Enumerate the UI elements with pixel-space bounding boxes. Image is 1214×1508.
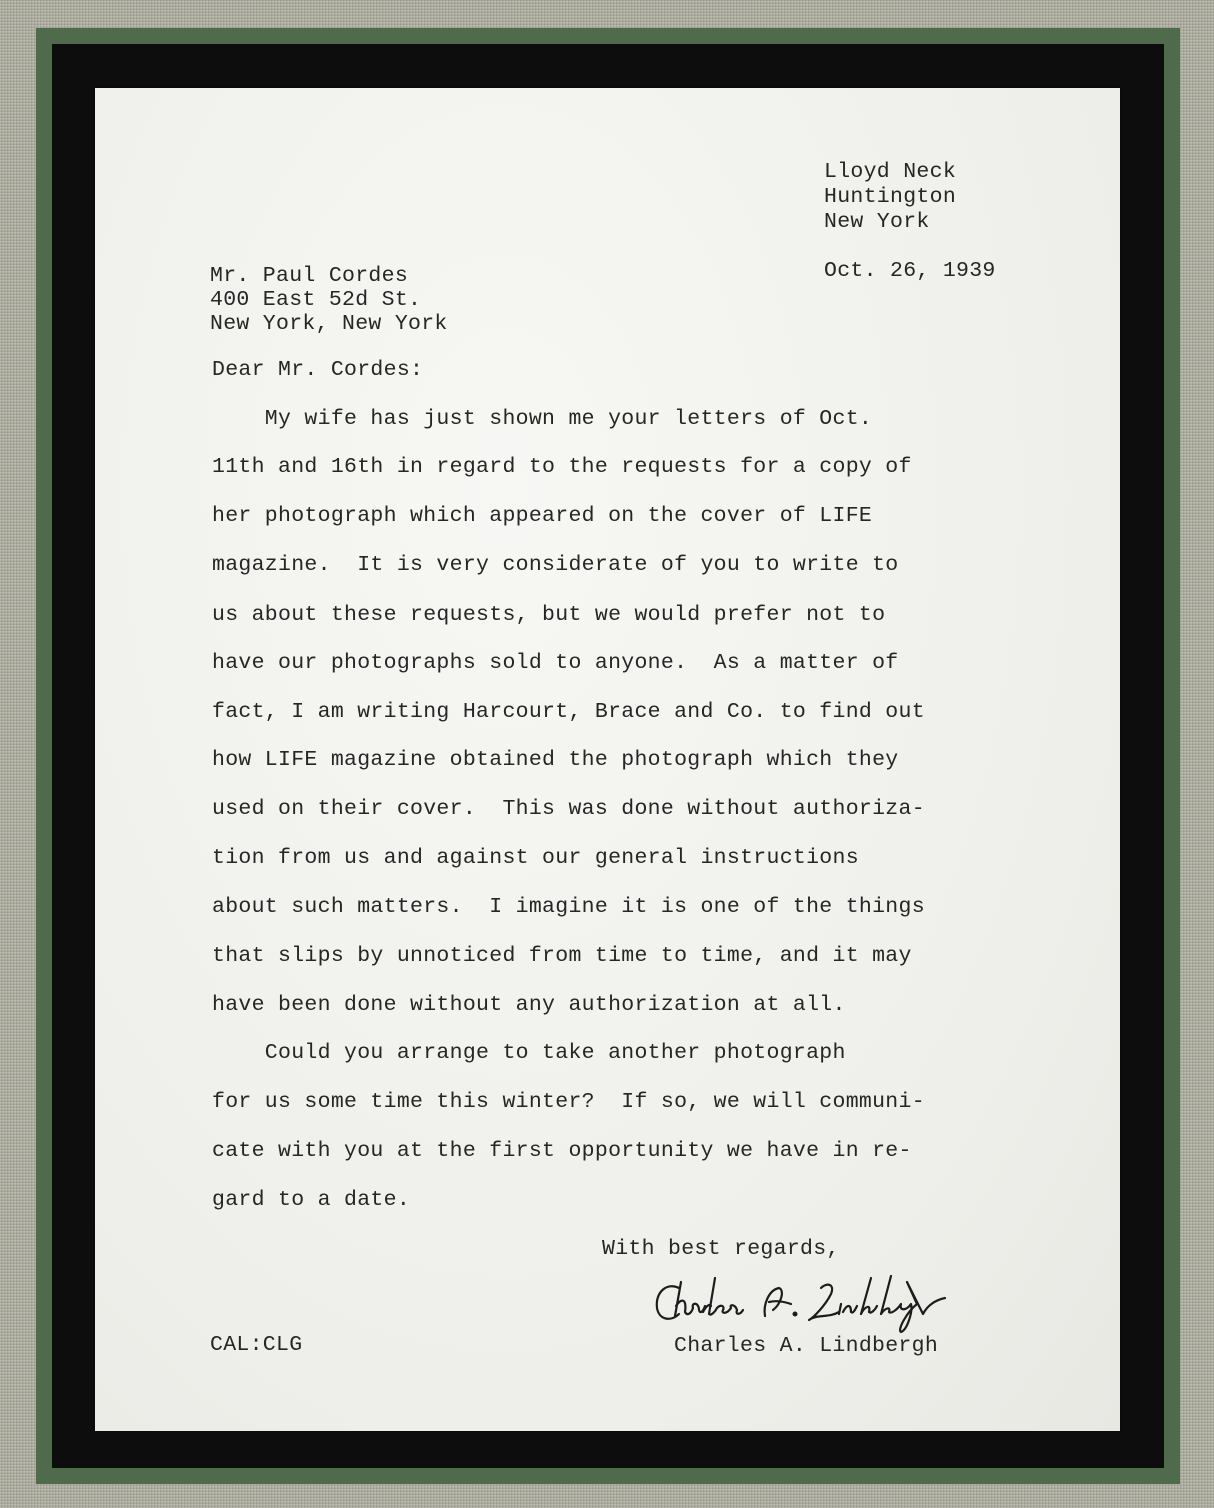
body-line: gard to a date. <box>212 1188 411 1212</box>
body-line: that slips by unnoticed from time to time, and it may <box>212 944 912 968</box>
salutation: Dear Mr. Cordes: <box>212 358 424 382</box>
closing: With best regards, <box>602 1237 840 1261</box>
body-line: tion from us and against our general instructions <box>212 846 859 870</box>
return-address-line: Huntington <box>824 185 957 209</box>
recipient-line: 400 East 52d St. <box>210 288 422 312</box>
body-line: have been done without any authorization at all. <box>212 993 846 1017</box>
body-line: cate with you at the first opportunity we have in re- <box>212 1139 912 1163</box>
typed-signature-name: Charles A. Lindbergh <box>674 1334 939 1358</box>
body-line: Could you arrange to take another photograph <box>212 1041 846 1065</box>
body-line: My wife has just shown me your letters of Oct. <box>212 407 873 431</box>
return-address-line: New York <box>824 210 930 234</box>
body-line: for us some time this winter? If so, we will communi- <box>212 1090 925 1114</box>
body-line: used on their cover. This was done without authoriza- <box>212 797 925 821</box>
body-line: 11th and 16th in regard to the requests for a copy of <box>212 455 912 479</box>
recipient-line: Mr. Paul Cordes <box>210 264 409 288</box>
body-line: us about these requests, but we would prefer not to <box>212 603 886 627</box>
letter-date: Oct. 26, 1939 <box>824 259 996 283</box>
body-line: have our photographs sold to anyone. As a matter of <box>212 651 899 675</box>
reference-initials: CAL:CLG <box>210 1333 303 1357</box>
recipient-line: New York, New York <box>210 312 448 336</box>
body-line: how LIFE magazine obtained the photograph which they <box>212 748 899 772</box>
handwritten-signature <box>645 1268 965 1338</box>
body-line: fact, I am writing Harcourt, Brace and Co. to find out <box>212 700 925 724</box>
body-line: about such matters. I imagine it is one of the things <box>212 895 925 919</box>
body-line: her photograph which appeared on the cover of LIFE <box>212 504 873 528</box>
body-line: magazine. It is very considerate of you to write to <box>212 553 899 577</box>
return-address-line: Lloyd Neck <box>824 160 957 184</box>
